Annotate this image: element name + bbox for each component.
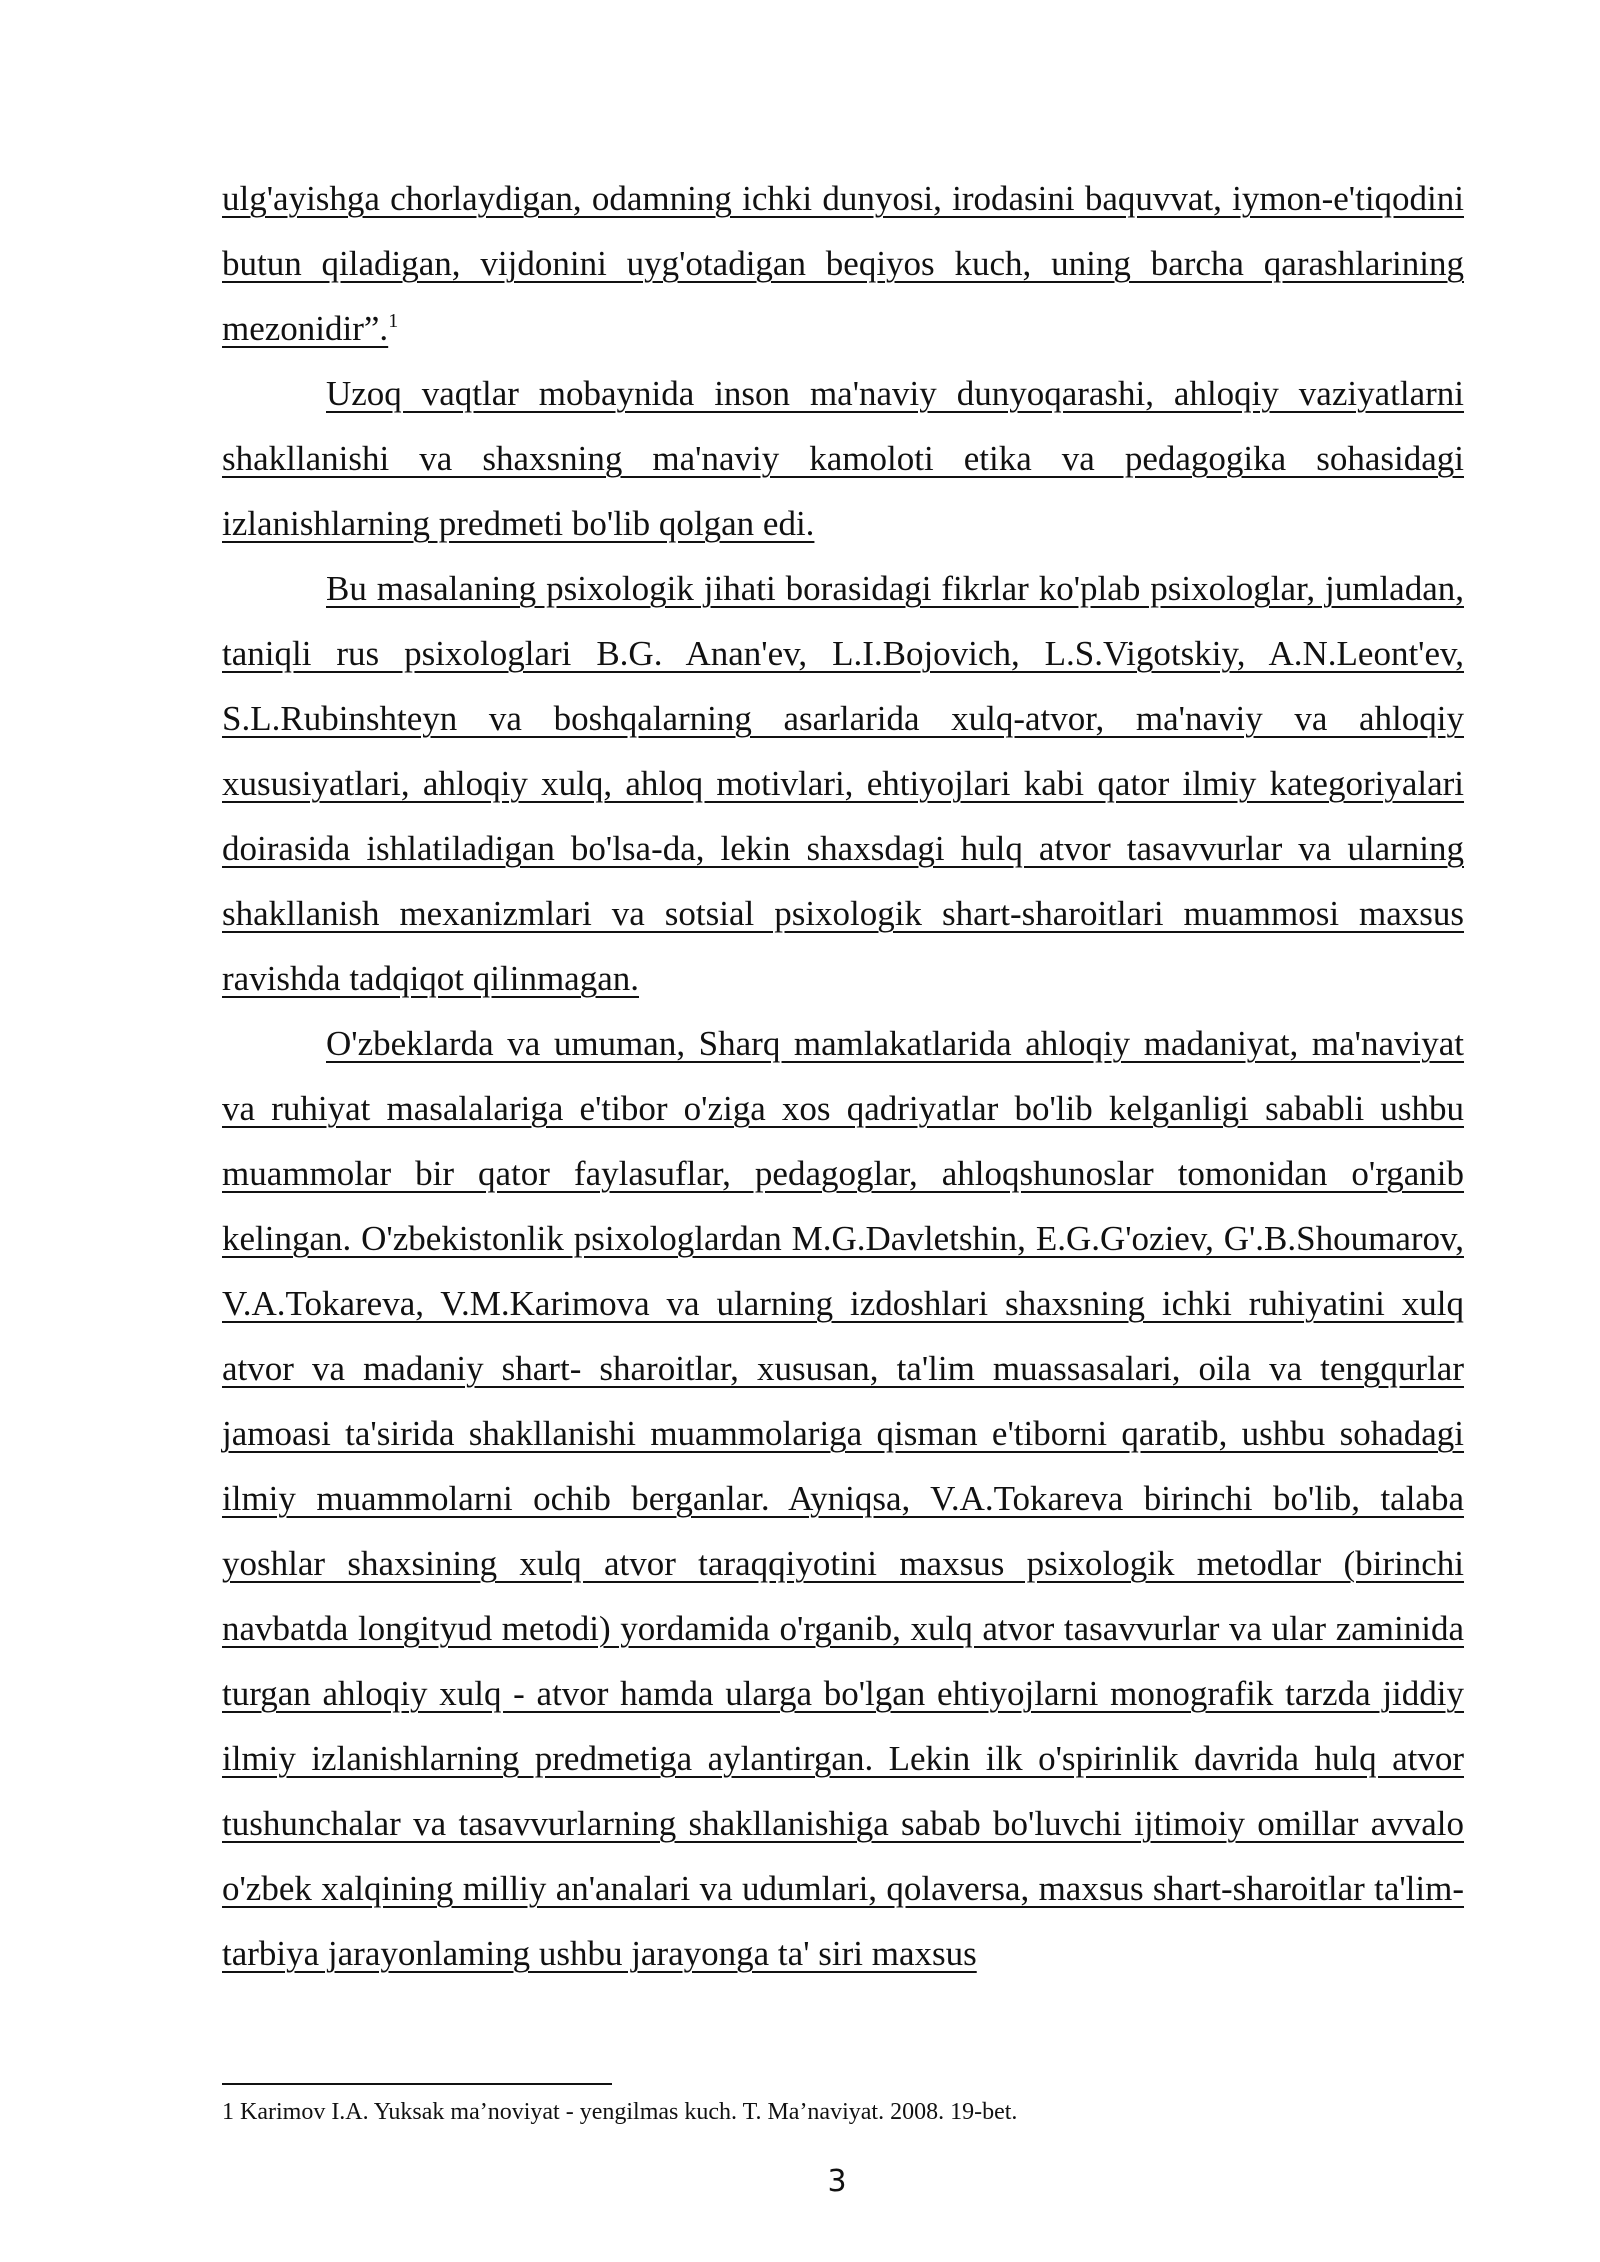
paragraph-ethics-pedagogy: Uzoq vaqtlar mobaynida inson ma'naviy dunyoqarashi, ahloqiy vaziyatlarni shakllanishi va shaxsning ma'naviy kamoloti etika va pedagogika sohasidagi izlanishlarning predmeti bo'lib qolgan edi. <box>222 374 1464 543</box>
footnote: 1 Karimov I.A. Yuksak ma’noviyat - yengilmas kuch. T. Ma’naviyat. 2008. 19-bet. <box>222 2099 1018 2125</box>
paragraph-russian-psychologists: Bu masalaning psixologik jihati borasidagi fikrlar ko'plab psixologlar, jumladan, taniqli rus psixologlari B.G. Anan'ev, L.I.Bojovich, L.S.Vigotskiy, A.N.Leont'ev, S.L.Rubinshteyn va boshqalarning asarlarida xulq-atvor, ma'naviy va ahloqiy xususiyatlari, ahloqiy xulq, ahloq motivlari, ehtiyojlari kabi qator ilmiy kategoriyalari doirasida ishlatiladigan bo'lsa-da, lekin shaxsdagi hulq atvor tasavvurlar va ularning shakllanish mexanizmlari va sotsial psixologik shart-sharoitlari muammosi maxsus ravishda tadqiqot qilinmagan. <box>222 569 1464 998</box>
page-number: 3 <box>827 2164 847 2199</box>
footnote-separator <box>222 2083 612 2085</box>
paragraph-quote-end: ulg'ayishga chorlaydigan, odamning ichki dunyosi, irodasini baquvvat, iymon-e'tiqodini butun qiladigan, vijdonini uyg'otadigan beqiyos kuch, uning barcha qarashlarining mezonidir”.$^1$ <box>222 179 1464 348</box>
paragraph-uzbek-psychologists: O'zbeklarda va umuman, Sharq mamlakatlarida ahloqiy madaniyat, ma'naviyat va ruhiyat masalalariga e'tibor o'ziga xos qadriyatlar bo'lib kelganligi sababli ushbu muammolar bir qator faylasuflar, pedagoglar, ahloqshunoslar tomonidan o'rganib kelingan. O'zbekistonlik psixologlardan M.G.Davletshin, E.G.G'oziev, G'.B.Shoumarov, V.A.Tokareva, V.M.Karimova va ularning izdoshlari shaxsning ichki ruhiyatini xulq atvor va madaniy shart- sharoitlar, xususan, ta'lim muassasalari, oila va tengqurlar jamoasi ta'sirida shakllanishi muammolariga qisman e'tiborni qaratib, ushbu sohadagi ilmiy muammolarni ochib berganlar. Ayniqsa, V.A.Tokareva birinchi bo'lib, talaba yoshlar shaxsining xulq atvor taraqqiyotini maxsus psixologik metodlar (birinchi navbatda longityud metodi) yordamida o'rganib, xulq atvor tasavvurlar va ular zaminida turgan ahloqiy xulq - atvor hamda ularga bo'lgan ehtiyojlarni monografik tarzda jiddiy ilmiy izlanishlarning predmetiga aylantirgan. Lekin ilk o'spirinlik davrida hulq atvor tushunchalar va tasavvurlarning shakllanishiga sabab bo'luvchi ijtimoiy omillar avvalo o'zbek xalqining milliy an'analari va udumlari, qolaversa, maxsus shart-sharoitlar ta'lim-tarbiya jarayonlaming ushbu jarayonga ta' siri maxsus <box>222 1024 1464 1973</box>
body-text <box>222 166 1464 1986</box>
